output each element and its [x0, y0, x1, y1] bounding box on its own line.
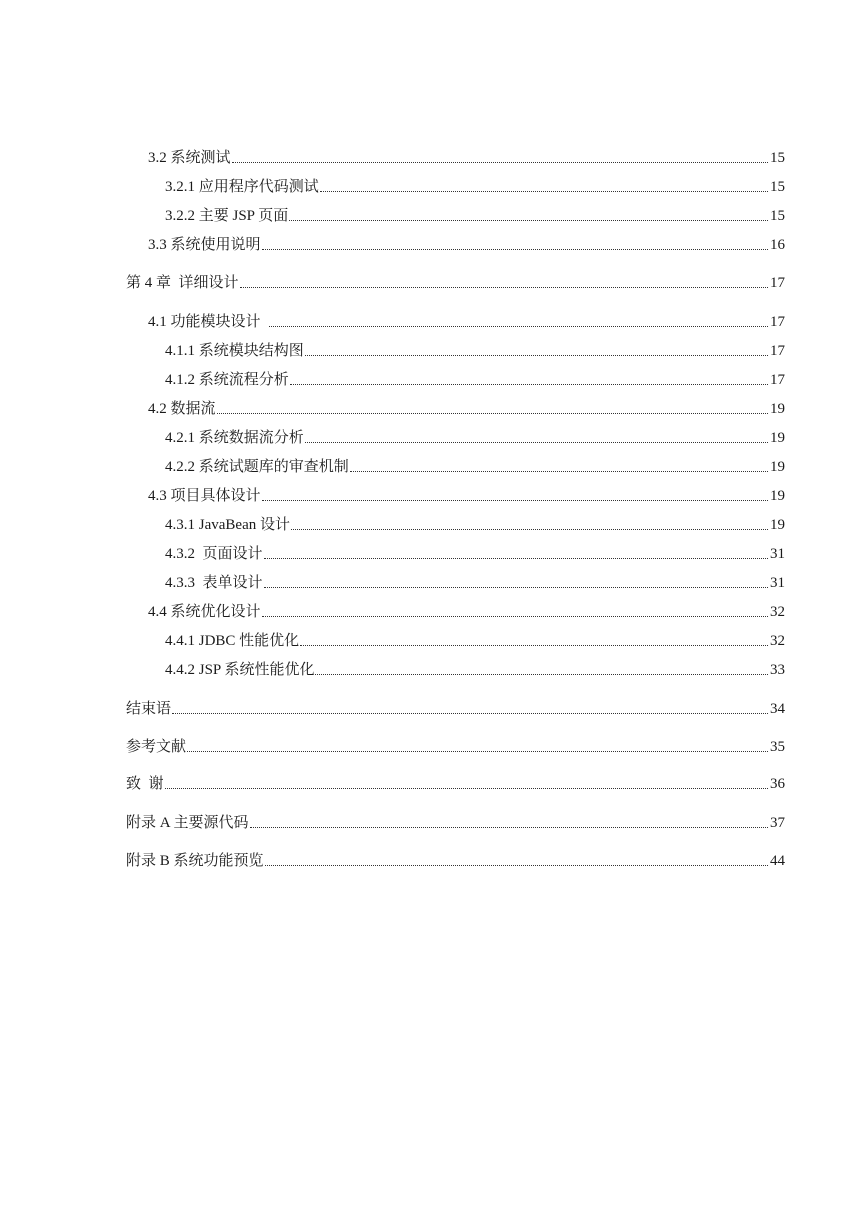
toc-dot-leader — [305, 442, 768, 443]
toc-dot-leader — [350, 471, 768, 472]
toc-entry-title: 4.3.1 JavaBean 设计 — [165, 517, 290, 533]
toc-entry[interactable] — [126, 847, 785, 871]
toc-dot-leader — [250, 827, 768, 828]
toc-entry[interactable] — [126, 733, 785, 757]
toc-entry[interactable] — [165, 337, 785, 361]
toc-dot-leader — [217, 413, 768, 414]
toc-dot-leader — [289, 220, 768, 221]
toc-entry-title: 4.4.2 JSP 系统性能优化 — [165, 662, 315, 678]
toc-entry-title: 4.4 系统优化设计 — [148, 604, 261, 620]
toc-entry-page: 36 — [770, 776, 785, 792]
toc-entry[interactable] — [165, 453, 785, 477]
toc-entry[interactable] — [148, 144, 785, 168]
toc-entry-page: 35 — [770, 739, 785, 755]
toc-entry-page: 15 — [770, 179, 785, 195]
toc-entry[interactable] — [165, 656, 785, 680]
toc-entry-page: 15 — [770, 150, 785, 166]
toc-entry-page: 32 — [770, 604, 785, 620]
toc-entry-page: 19 — [770, 488, 785, 504]
toc-entry-page: 34 — [770, 701, 785, 717]
toc-entry[interactable] — [165, 540, 785, 564]
toc-entry[interactable] — [148, 231, 785, 255]
toc-entry-page: 37 — [770, 815, 785, 831]
toc-entry-page: 16 — [770, 237, 785, 253]
toc-entry[interactable] — [126, 809, 785, 833]
toc-entry-title: 4.2 数据流 — [148, 401, 216, 417]
toc-entry-title: 4.3 项目具体设计 — [148, 488, 261, 504]
toc-entry-title: 4.3.3 表单设计 — [165, 575, 263, 591]
toc-entry-page: 33 — [770, 662, 785, 678]
toc-entry[interactable] — [165, 424, 785, 448]
toc-dot-leader — [320, 191, 768, 192]
toc-entry-page: 17 — [770, 372, 785, 388]
toc-entry[interactable] — [148, 395, 785, 419]
toc-entry[interactable] — [165, 202, 785, 226]
toc-entry-title: 4.4.1 JDBC 性能优化 — [165, 633, 300, 649]
toc-entry[interactable] — [148, 598, 785, 622]
toc-entry-title: 4.1.1 系统模块结构图 — [165, 343, 304, 359]
toc-entry-page: 17 — [770, 343, 785, 359]
toc-entry[interactable] — [165, 366, 785, 390]
toc-entry-page: 17 — [770, 275, 785, 291]
toc-entry[interactable] — [148, 308, 785, 332]
toc-entry-title: 3.3 系统使用说明 — [148, 237, 261, 253]
toc-dot-leader — [265, 865, 768, 866]
toc-dot-leader — [291, 529, 768, 530]
toc-entry-title: 3.2.1 应用程序代码测试 — [165, 179, 319, 195]
toc-entry-title: 结束语 — [126, 701, 172, 717]
toc-entry-page: 19 — [770, 401, 785, 417]
toc-entry-title: 参考文献 — [126, 739, 187, 755]
toc-entry-page: 19 — [770, 459, 785, 475]
toc-entry-title: 致 谢 — [126, 776, 164, 792]
toc-entry[interactable] — [165, 627, 785, 651]
toc-entry-title: 4.1.2 系统流程分析 — [165, 372, 289, 388]
toc-dot-leader — [264, 587, 768, 588]
toc-entry-title: 附录 B 系统功能预览 — [126, 853, 264, 869]
toc-dot-leader — [262, 616, 768, 617]
toc-entry-page: 44 — [770, 853, 785, 869]
toc-dot-leader — [269, 326, 768, 327]
toc-entry-title: 附录 A 主要源代码 — [126, 815, 249, 831]
toc-entry[interactable] — [148, 482, 785, 506]
toc-dot-leader — [172, 713, 768, 714]
toc-entry-page: 19 — [770, 517, 785, 533]
toc-entry-title: 4.2.2 系统试题库的审查机制 — [165, 459, 349, 475]
toc-entry-title: 4.1 功能模块设计 — [148, 314, 269, 330]
toc-dot-leader — [305, 355, 768, 356]
toc-dot-leader — [232, 162, 768, 163]
toc-entry[interactable] — [126, 695, 785, 719]
toc-entry[interactable] — [165, 173, 785, 197]
toc-entry-page: 32 — [770, 633, 785, 649]
toc-entry-title: 4.3.2 页面设计 — [165, 546, 263, 562]
toc-entry-title: 第 4 章 详细设计 — [126, 275, 239, 291]
toc-entry-title: 3.2 系统测试 — [148, 150, 231, 166]
toc-entry-title: 3.2.2 主要 JSP 页面 — [165, 208, 289, 224]
toc-dot-leader — [264, 558, 768, 559]
toc-entry-page: 15 — [770, 208, 785, 224]
toc-dot-leader — [187, 751, 768, 752]
toc-dot-leader — [300, 645, 768, 646]
toc-entry-page: 31 — [770, 575, 785, 591]
toc-entry[interactable] — [165, 511, 785, 535]
toc-entry-page: 17 — [770, 314, 785, 330]
toc-dot-leader — [165, 788, 768, 789]
toc-entry[interactable] — [126, 770, 785, 794]
toc-entry[interactable] — [126, 269, 785, 293]
toc-dot-leader — [262, 500, 768, 501]
toc-dot-leader — [240, 287, 768, 288]
toc-dot-leader — [290, 384, 768, 385]
toc-entry-page: 31 — [770, 546, 785, 562]
toc-dot-leader — [262, 249, 768, 250]
toc-entry-title: 4.2.1 系统数据流分析 — [165, 430, 304, 446]
toc-entry-page: 19 — [770, 430, 785, 446]
toc-dot-leader — [315, 674, 768, 675]
toc-entry[interactable] — [165, 569, 785, 593]
